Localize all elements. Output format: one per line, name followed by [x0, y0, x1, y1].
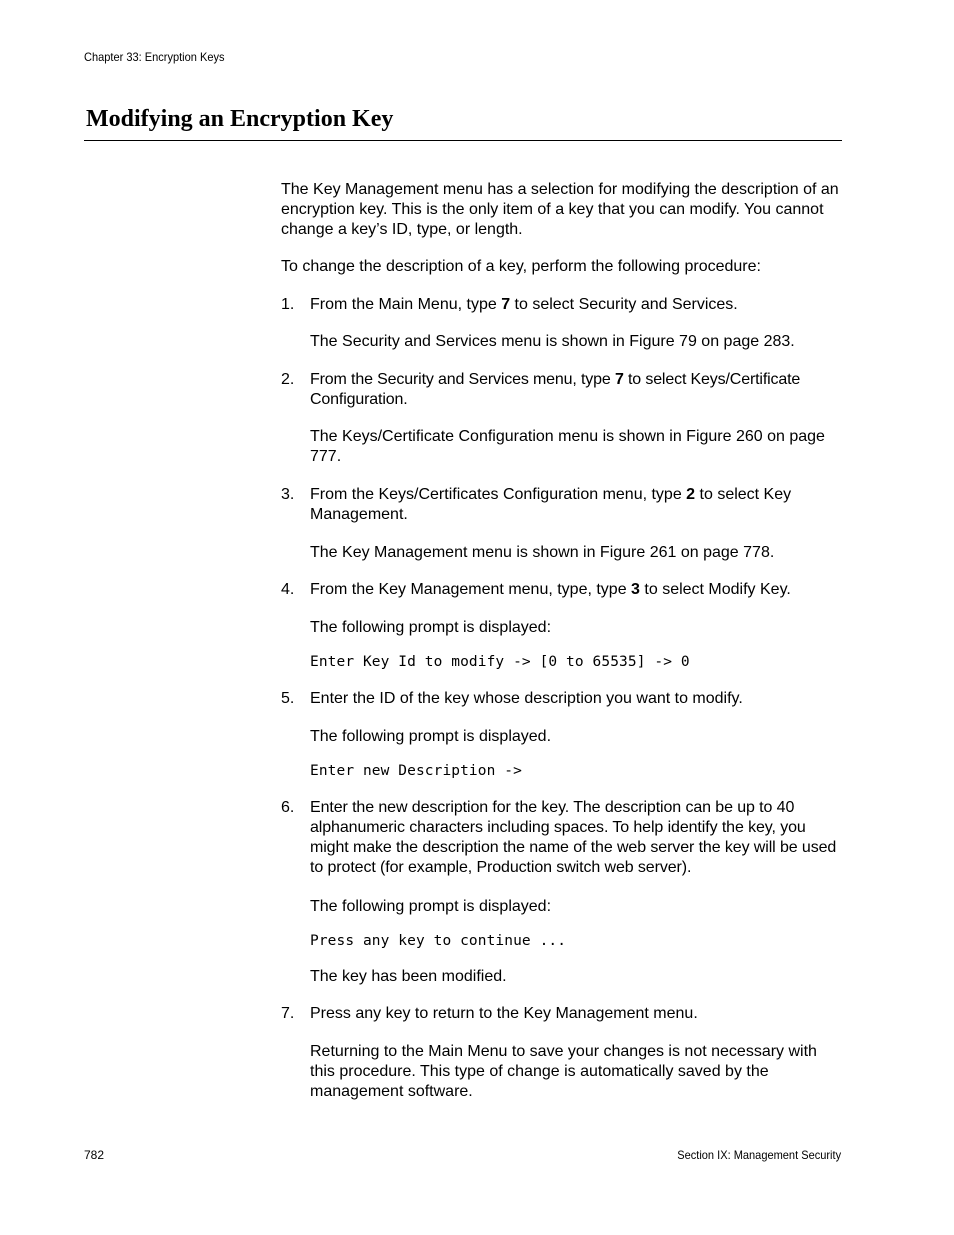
step-note: Returning to the Main Menu to save your changes is not necessary with this procedure. This type of change is automatically saved by the management software. — [310, 1043, 817, 1100]
step-key: 7 — [501, 296, 511, 313]
step-text: Enter the new description for the key. The description can be up to 40 alphanumeric characters including spaces. To help identify the key, you might make the description the name of the web server the key will be used to protect (for example, Production switch web server). — [310, 799, 837, 876]
step-key: 3 — [631, 581, 640, 598]
step-number: 6. — [281, 799, 295, 816]
step-text: Press any key to return to the Key Management menu. — [310, 1005, 698, 1022]
prompt-code: Enter new Description -> — [310, 763, 522, 779]
step-result: The key has been modified. — [310, 968, 507, 985]
step-note: The following prompt is displayed: — [310, 898, 552, 915]
step-text: From the Security and Services menu, type 7 to select Keys/Certificate Configuration. — [310, 371, 801, 408]
step-note: The following prompt is displayed: — [310, 619, 552, 636]
step-key: 2 — [686, 486, 696, 503]
intro-procedure-lead: To change the description of a key, perform the following procedure: — [281, 258, 761, 275]
step-number: 5. — [281, 690, 295, 707]
step-text: From the Key Management menu, type, type 3 to select Modify Key. — [310, 581, 791, 598]
title-rule — [84, 140, 842, 141]
step-note: The Security and Services menu is shown in Figure 79 on page 283. — [310, 333, 795, 350]
step-key: 7 — [614, 371, 624, 388]
step-number: 4. — [281, 581, 295, 598]
step-number: 1. — [281, 296, 295, 313]
step-number: 2. — [281, 371, 295, 388]
running-header: Chapter 33: Encryption Keys — [84, 50, 225, 64]
intro-paragraph: The Key Management menu has a selection for modifying the description of an encryption key. This is the only item of a key that you can modify. You cannot change a key’s ID, type, or length. — [281, 181, 839, 238]
step-note: The following prompt is displayed. — [310, 728, 552, 745]
step-note: The Keys/Certificate Configuration menu is shown in Figure 260 on page 777. — [310, 428, 825, 465]
section-footer: Section IX: Management Security — [677, 1148, 841, 1162]
prompt-code: Press any key to continue ... — [310, 933, 567, 949]
step-text: From the Main Menu, type 7 to select Security and Services. — [310, 296, 738, 313]
step-text: Enter the ID of the key whose description you want to modify. — [310, 690, 743, 707]
step-text: From the Keys/Certificates Configuration menu, type 2 to select Key Management. — [310, 486, 792, 523]
page-title: Modifying an Encryption Key — [86, 106, 394, 132]
step-note: The Key Management menu is shown in Figure 261 on page 778. — [310, 544, 775, 561]
step-number: 7. — [281, 1005, 295, 1022]
step-number: 3. — [281, 486, 295, 503]
prompt-code: Enter Key Id to modify -> [0 to 65535] -> 0 — [310, 654, 690, 670]
page-number: 782 — [84, 1148, 105, 1162]
